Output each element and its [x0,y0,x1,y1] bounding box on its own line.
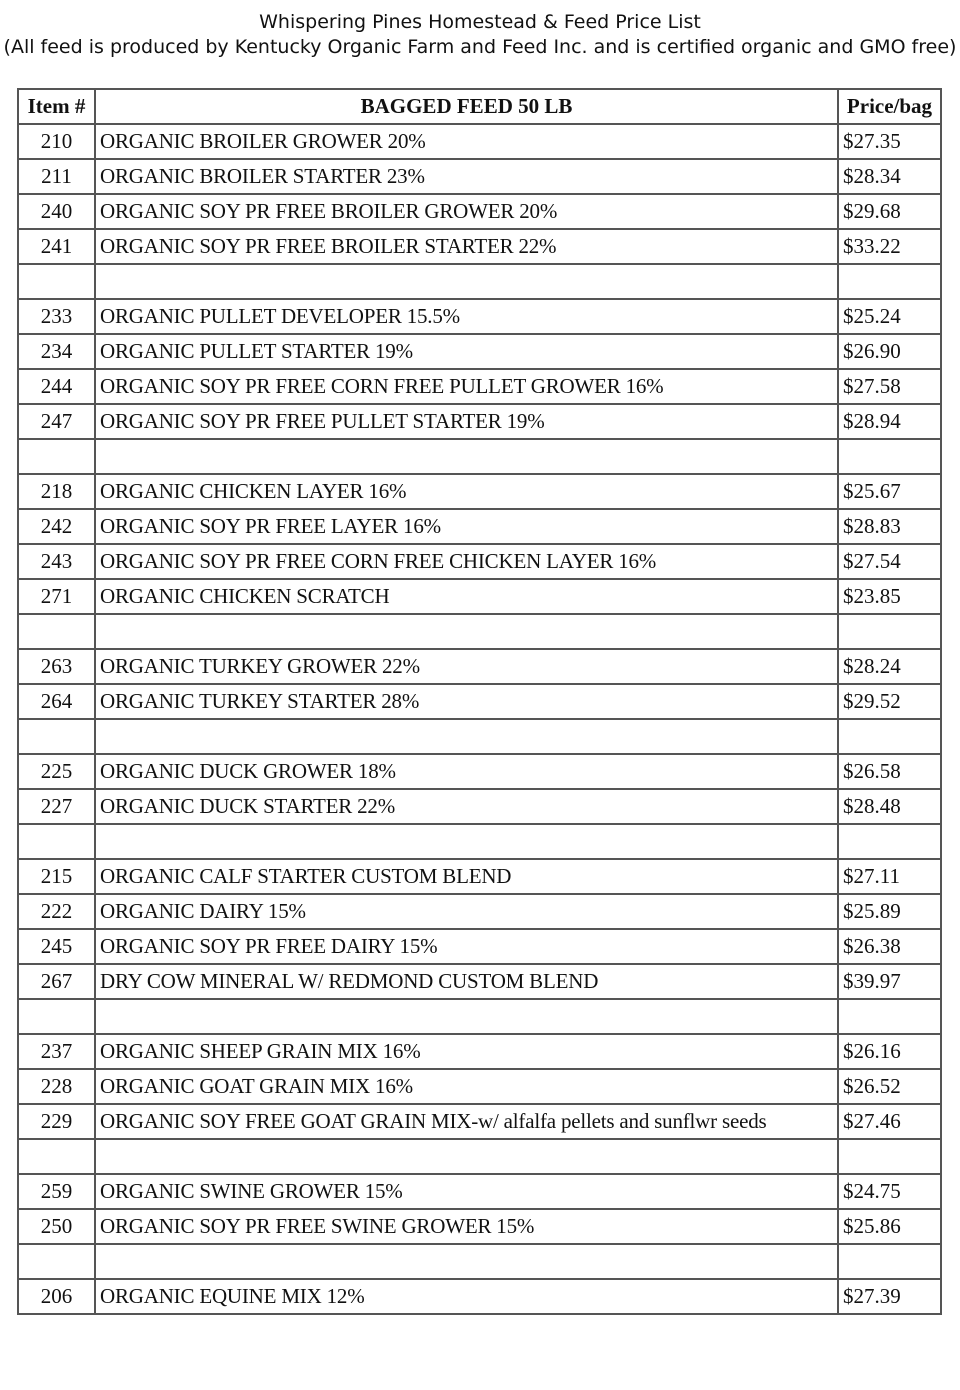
item-number-cell: 242 [18,509,95,544]
table-row [18,1034,941,1069]
feed-description-cell: ORGANIC TURKEY GROWER 22% [95,649,838,684]
feed-description-cell [95,719,838,754]
item-number-cell: 222 [18,894,95,929]
price-cell: $26.90 [838,334,941,369]
price-cell: $39.97 [838,964,941,999]
item-number-cell: 233 [18,299,95,334]
table-row [18,649,941,684]
item-number-cell: 250 [18,1209,95,1244]
table-row [18,579,941,614]
table-row [18,894,941,929]
price-cell [838,999,941,1034]
page-header [0,10,960,60]
spacer-row [18,614,941,649]
feed-description-cell [95,439,838,474]
price-cell [838,719,941,754]
price-cell [838,264,941,299]
feed-description-cell [95,1139,838,1174]
table-row [18,1069,941,1104]
table-row [18,124,941,159]
item-number-cell: 263 [18,649,95,684]
price-cell [838,439,941,474]
feed-description-cell: ORGANIC SWINE GROWER 15% [95,1174,838,1209]
price-cell: $25.67 [838,474,941,509]
price-cell [838,614,941,649]
item-number-cell: 241 [18,229,95,264]
item-number-cell: 228 [18,1069,95,1104]
feed-description-cell: ORGANIC SOY PR FREE BROILER STARTER 22% [95,229,838,264]
feed-description-cell [95,824,838,859]
spacer-row [18,999,941,1034]
table-row [18,1279,941,1314]
price-cell: $26.38 [838,929,941,964]
table-row [18,684,941,719]
price-cell: $27.54 [838,544,941,579]
table-row [18,159,941,194]
price-cell [838,824,941,859]
item-number-cell [18,1139,95,1174]
price-cell: $28.34 [838,159,941,194]
price-cell [838,1139,941,1174]
feed-description-cell: ORGANIC DAIRY 15% [95,894,838,929]
price-cell: $28.48 [838,789,941,824]
item-number-cell: 225 [18,754,95,789]
spacer-row [18,824,941,859]
item-number-cell: 244 [18,369,95,404]
price-cell: $33.22 [838,229,941,264]
table-row [18,404,941,439]
price-cell: $27.11 [838,859,941,894]
page-title: Whispering Pines Homestead & Feed Price List [259,11,701,33]
spacer-row [18,1244,941,1279]
feed-description-cell: ORGANIC EQUINE MIX 12% [95,1279,838,1314]
spacer-row [18,719,941,754]
item-number-cell [18,999,95,1034]
table-row [18,334,941,369]
table-row [18,229,941,264]
item-number-cell: 237 [18,1034,95,1069]
item-number-cell [18,614,95,649]
item-number-cell: 234 [18,334,95,369]
feed-description-cell: ORGANIC SHEEP GRAIN MIX 16% [95,1034,838,1069]
item-number-cell: 206 [18,1279,95,1314]
item-number-cell [18,1244,95,1279]
item-number-cell: 245 [18,929,95,964]
price-cell: $29.68 [838,194,941,229]
table-row [18,754,941,789]
item-number-cell: 247 [18,404,95,439]
price-cell: $24.75 [838,1174,941,1209]
table-row [18,544,941,579]
item-number-cell: 243 [18,544,95,579]
price-table [17,88,942,1315]
table-row [18,509,941,544]
price-cell: $28.24 [838,649,941,684]
item-number-cell [18,439,95,474]
feed-description-cell [95,999,838,1034]
price-cell: $29.52 [838,684,941,719]
table-row [18,1104,941,1139]
feed-description-cell: ORGANIC CALF STARTER CUSTOM BLEND [95,859,838,894]
feed-description-cell: ORGANIC DUCK STARTER 22% [95,789,838,824]
price-cell: $28.94 [838,404,941,439]
feed-description-cell: ORGANIC BROILER GROWER 20% [95,124,838,159]
feed-description-cell: ORGANIC CHICKEN SCRATCH [95,579,838,614]
item-number-cell: 267 [18,964,95,999]
price-cell: $27.58 [838,369,941,404]
spacer-row [18,1139,941,1174]
feed-description-cell: ORGANIC SOY PR FREE CORN FREE CHICKEN LAYER 16% [95,544,838,579]
feed-description-cell: ORGANIC PULLET STARTER 19% [95,334,838,369]
price-cell [838,1244,941,1279]
item-number-cell: 211 [18,159,95,194]
column-header-feed: BAGGED FEED 50 LB [95,89,838,124]
feed-description-cell: ORGANIC SOY PR FREE DAIRY 15% [95,929,838,964]
item-number-cell: 215 [18,859,95,894]
spacer-row [18,264,941,299]
column-header-item: Item # [18,89,95,124]
feed-description-cell: ORGANIC SOY PR FREE CORN FREE PULLET GROWER 16% [95,369,838,404]
item-number-cell [18,824,95,859]
table-row [18,1209,941,1244]
feed-description-cell [95,264,838,299]
feed-description-cell: ORGANIC DUCK GROWER 18% [95,754,838,789]
page-subtitle: (All feed is produced by Kentucky Organic Farm and Feed Inc. and is certified organic and GMO free) [3,36,957,58]
price-cell: $26.58 [838,754,941,789]
table-row [18,299,941,334]
feed-description-cell: ORGANIC PULLET DEVELOPER 15.5% [95,299,838,334]
feed-description-cell: ORGANIC BROILER STARTER 23% [95,159,838,194]
feed-description-cell: DRY COW MINERAL W/ REDMOND CUSTOM BLEND [95,964,838,999]
price-cell: $27.35 [838,124,941,159]
item-number-cell [18,264,95,299]
item-number-cell [18,719,95,754]
table-row [18,369,941,404]
price-cell: $25.86 [838,1209,941,1244]
feed-description-cell: ORGANIC SOY PR FREE LAYER 16% [95,509,838,544]
feed-description-cell: ORGANIC SOY PR FREE PULLET STARTER 19% [95,404,838,439]
item-number-cell: 264 [18,684,95,719]
item-number-cell: 259 [18,1174,95,1209]
feed-description-cell: ORGANIC SOY FREE GOAT GRAIN MIX-w/ alfalfa pellets and sunflwr seeds [95,1104,838,1139]
feed-description-cell [95,614,838,649]
feed-description-cell [95,1244,838,1279]
table-header-row [18,89,941,124]
table-row [18,789,941,824]
price-cell: $25.24 [838,299,941,334]
spacer-row [18,439,941,474]
feed-description-cell: ORGANIC TURKEY STARTER 28% [95,684,838,719]
table-row [18,859,941,894]
feed-description-cell: ORGANIC GOAT GRAIN MIX 16% [95,1069,838,1104]
table-row [18,1174,941,1209]
item-number-cell: 218 [18,474,95,509]
item-number-cell: 229 [18,1104,95,1139]
item-number-cell: 271 [18,579,95,614]
column-header-price: Price/bag [838,89,941,124]
price-cell: $27.39 [838,1279,941,1314]
feed-description-cell: ORGANIC SOY PR FREE SWINE GROWER 15% [95,1209,838,1244]
item-number-cell: 210 [18,124,95,159]
table-row [18,929,941,964]
price-cell: $26.16 [838,1034,941,1069]
feed-description-cell: ORGANIC SOY PR FREE BROILER GROWER 20% [95,194,838,229]
price-cell: $28.83 [838,509,941,544]
item-number-cell: 240 [18,194,95,229]
table-row [18,194,941,229]
table-row [18,474,941,509]
price-cell: $27.46 [838,1104,941,1139]
price-cell: $26.52 [838,1069,941,1104]
price-cell: $25.89 [838,894,941,929]
item-number-cell: 227 [18,789,95,824]
table-row [18,964,941,999]
feed-description-cell: ORGANIC CHICKEN LAYER 16% [95,474,838,509]
price-cell: $23.85 [838,579,941,614]
